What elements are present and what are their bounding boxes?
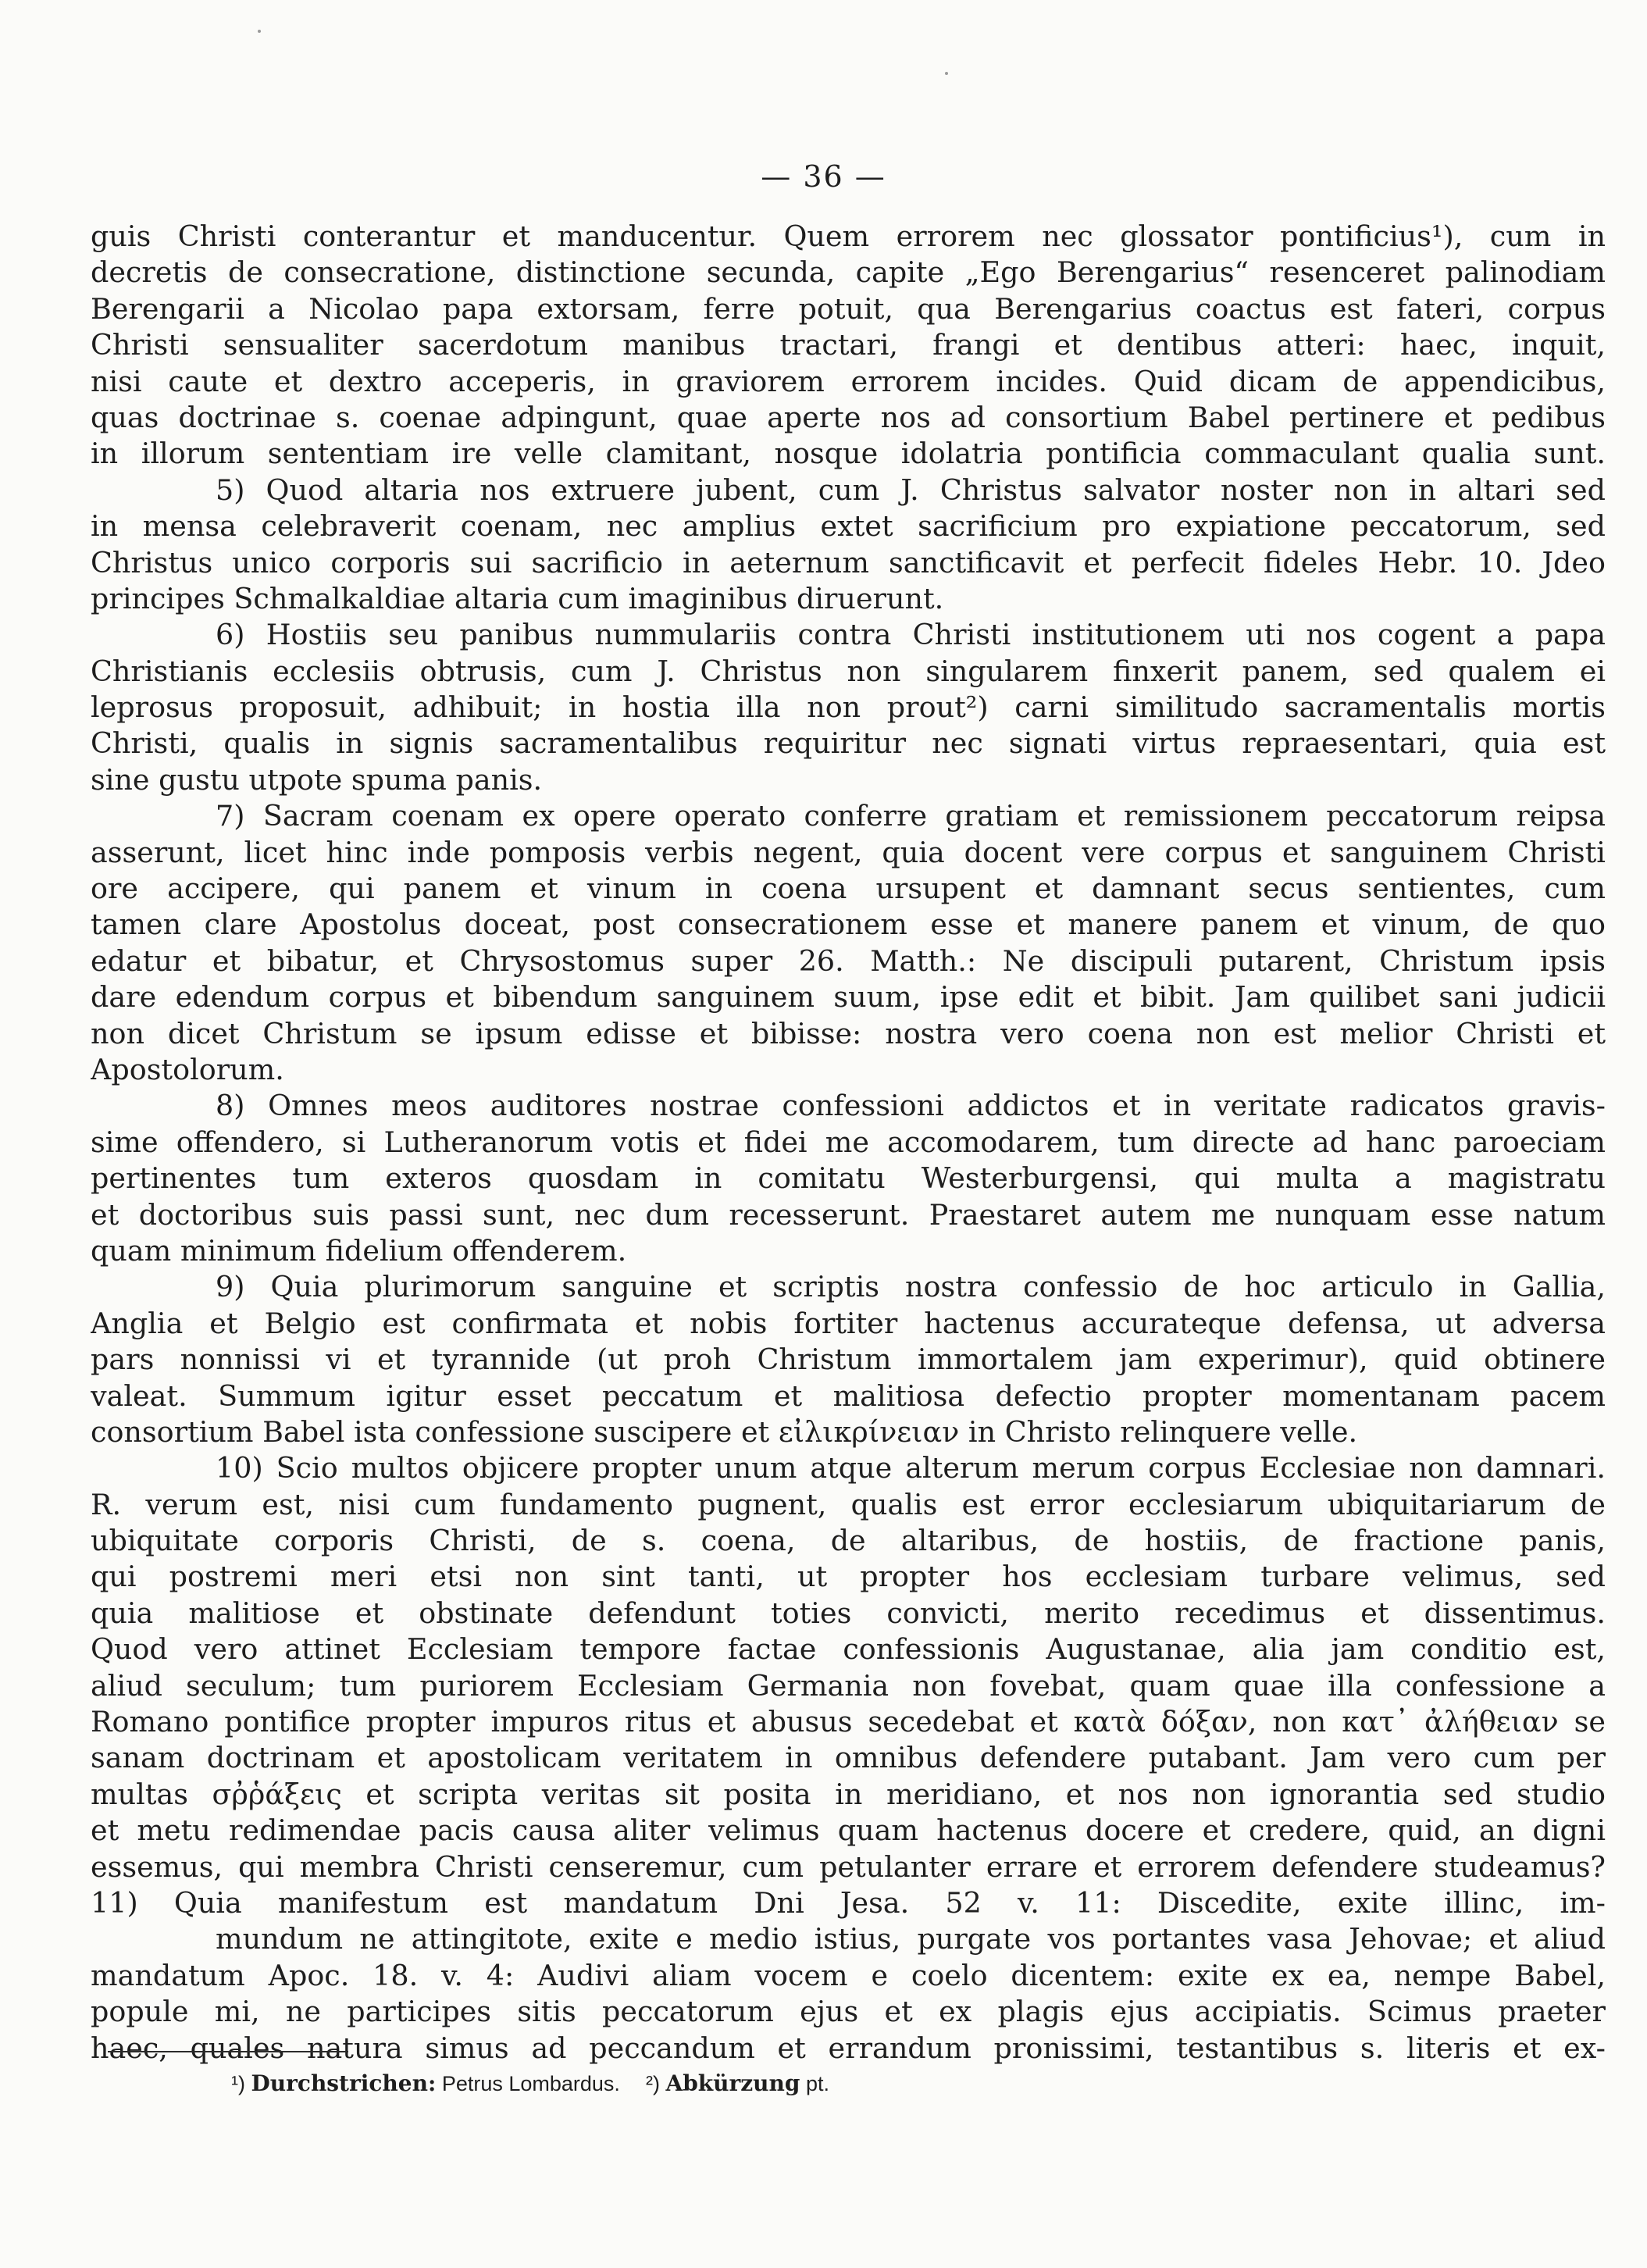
text-line: nisi caute et dextro acceperis, in graviorem errorem incides. Quid dicam de appendicibus, [91,364,1606,398]
text-line: sime offendero, si Lutheranorum votis et fidei me accomodarem, tum directe ad hanc paroeciam [91,1125,1606,1159]
footnote-divider [108,2051,348,2052]
text-line: in illorum sententiam ire velle clamitant, nosque idolatria pontificia commaculant qualia sunt. [91,437,1606,471]
footnote-1-marker: ¹) [231,2072,245,2095]
text-line: pars nonnissi vi et tyrannide (ut proh Christum immortalem jam experimur), quid obtinere [91,1343,1606,1377]
text-line: essemus, qui membra Christi censeremur, cum petulanter errare et errorem defendere studeamus? [91,1849,1606,1884]
text-line: Christi sensualiter sacerdotum manibus tractari, frangi et dentibus atteri: haec, inquit, [91,328,1606,362]
footnote-2-marker: ²) [645,2072,660,2095]
text-line: mandatum Apoc. 18. v. 4: Audivi aliam vocem e coelo dicentem: exite ex ea, nempe Babel, [91,1958,1606,1992]
text-line: Christianis ecclesiis obtrusis, cum J. Christus non singularem finxerit panem, sed qualem ei [91,654,1606,688]
text-line: tamen clare Apostolus doceat, post consecrationem esse et manere panem et vinum, de quo [91,908,1606,942]
paper-speck [945,72,948,75]
text-line: aliud seculum; tum puriorem Ecclesiam Germania non fovebat, quam quae illa confessione a [91,1668,1606,1703]
text-line: in mensa celebraverit coenam, nec amplius extet sacrificium pro expiatione peccatorum, sed [91,509,1606,544]
paper-speck [258,30,261,33]
text-line: pertinentes tum exteros quosdam in comitatu Westerburgensi, qui multa a magistratu [91,1161,1606,1196]
paragraph-start-line: 5) Quod altaria nos extruere jubent, cum J. Christus salvator noster non in altari sed [216,472,1606,507]
text-line: ubiquitate corporis Christi, de s. coena, de altaribus, de hostiis, de fractione panis, [91,1524,1606,1558]
text-line: quia malitiose et obstinate defendunt toties convicti, merito recedimus et dissentimus. [91,1596,1606,1630]
text-line: Anglia et Belgio est confirmata et nobis fortiter hactenus accurateque defensa, ut adversa [91,1306,1606,1340]
text-line: guis Christi conterantur et manducentur. Quem errorem nec glossator pontificius¹), cum in [91,219,1606,253]
body-text [91,219,1606,2102]
text-line: Berengarii a Nicolao papa extorsam, ferre potuit, qua Berengarius coactus est fateri, corpus [91,291,1606,326]
text-line: leprosus proposuit, adhibuit; in hostia illa non prout²) carni similitudo sacramentalis mortis [91,690,1606,725]
text-line: consortium Babel ista confessione suscipere et εἰλικρίνειαν in Christo relinquere velle. [91,1414,1358,1449]
paragraph-start-line: 9) Quia plurimorum sanguine et scriptis nostra confessio de hoc articulo in Gallia, [216,1270,1606,1304]
text-line: asserunt, licet hinc inde pomposis verbis negent, quia docent vere corpus et sanguinem Christi [91,835,1606,869]
paragraph-start-line: 6) Hostiis seu panibus nummulariis contra Christi institutionem uti nos cogent a papa [216,618,1606,652]
text-line: et doctoribus suis passi sunt, nec dum recesserunt. Praestaret autem me nunquam esse natum [91,1197,1606,1232]
text-line: haec, quales natura simus ad peccandum et errandum pronissimi, testantibus s. literis et ex- [91,2031,1606,2065]
paragraph-start-line: 8) Omnes meos auditores nostrae confessioni addictos et in veritate radicatos gravis- [216,1089,1606,1123]
text-line: decretis de consecratione, distinctione secunda, capite „Ego Berengarius“ resenceret palinodiam [91,255,1606,290]
text-line: Christi, qualis in signis sacramentalibus requiritur nec signati virtus repraesentari, quia est [91,726,1606,761]
text-line: R. verum est, nisi cum fundamento pugnent, qualis est error ecclesiarum ubiquitariarum de [91,1487,1606,1521]
paragraph-start-line: 10) Scio multos objicere propter unum atque alterum merum corpus Ecclesiae non damnari. [216,1451,1606,1485]
text-line: qui postremi meri etsi non sint tanti, ut propter hos ecclesiam turbare velimus, sed [91,1560,1606,1594]
text-line: multas σῤῥάξεις et scripta veritas sit posita in meridiano, et nos non ignorantia sed studio [91,1777,1606,1811]
text-line: sine gustu utpote spuma panis. [91,762,543,797]
footnote-2-label: Abkürzung [665,2070,800,2096]
text-line: edatur et bibatur, et Chrysostomus super 26. Matth.: Ne discipuli putarent, Christum ipsis [91,943,1606,978]
paragraph-start-line: 7) Sacram coenam ex opere operato conferre gratiam et remissionem peccatorum reipsa [216,799,1606,833]
text-line: quam minimum fidelium offenderem. [91,1233,627,1268]
text-line: et metu redimendae pacis causa aliter velimus quam hactenus docere et credere, quid, an digni [91,1813,1606,1848]
page-number: — 36 — [761,159,886,194]
text-line: popule mi, ne participes sitis peccatorum ejus et ex plagis ejus accipiatis. Scimus praeter [91,1995,1606,2029]
text-line: quas doctrinae s. coenae adpingunt, quae aperte nos ad consortium Babel pertinere et pedibus [91,400,1606,434]
footnote-1-label: Durchstrichen: [251,2070,437,2096]
text-line: principes Schmalkaldiae altaria cum imaginibus diruerunt. [91,581,944,615]
paragraph-start-line: mundum ne attingitote, exite e medio istius, purgate vos portantes vasa Jehovae; et aliud [216,1922,1606,1956]
footnotes [231,2070,829,2098]
footnote-1-text: Petrus Lombardus. [441,2072,620,2095]
text-line: dare edendum corpus et bibendum sanguinem suum, ipse edit et bibit. Jam quilibet sani judicii [91,980,1606,1015]
footnote-2-text: pt. [806,2072,830,2095]
text-line: Apostolorum. [91,1052,284,1086]
text-line: Christus unico corporis sui sacrificio in aeternum sanctificavit et perfecit fideles Hebr. 10. Jdeo [91,545,1606,579]
text-line: valeat. Summum igitur esset peccatum et malitiosa defectio propter momentanam pacem [91,1378,1606,1413]
text-line: sanam doctrinam et apostolicam veritatem in omnibus defendere putabant. Jam vero cum per [91,1741,1606,1775]
text-line: ore accipere, qui panem et vinum in coena ursupent et damnant secus sentientes, cum [91,872,1606,906]
text-line: Quod vero attinet Ecclesiam tempore factae confessionis Augustanae, alia jam conditio est, [91,1632,1606,1667]
text-line: Romano pontifice propter impuros ritus et abusus secedebat et κατὰ δόξαν, non κατ᾽ ἀλήθειαν se [91,1705,1606,1739]
text-line: non dicet Christum se ipsum edisse et bibisse: nostra vero coena non est melior Christi et [91,1016,1606,1050]
text-line: 11) Quia manifestum est mandatum Dni Jesa. 52 v. 11: Discedite, exite illinc, im- [91,1885,1606,1920]
